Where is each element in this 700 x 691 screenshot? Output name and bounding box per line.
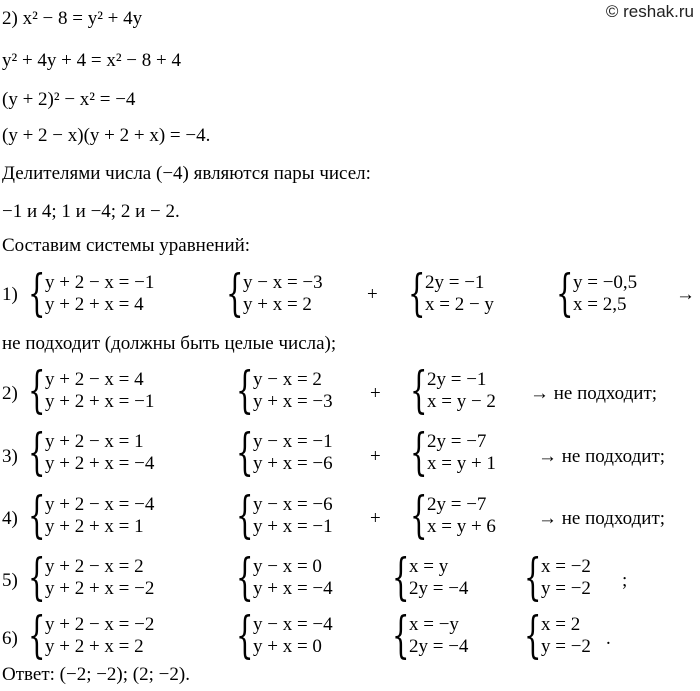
equation-line-1: 2) x² − 8 = y² + 4y xyxy=(2,8,143,29)
not-suitable-note: не подходит (должны быть целые числа); xyxy=(2,333,337,354)
plus-sign: + xyxy=(370,508,381,529)
separator: ; xyxy=(622,570,628,591)
plus-sign: + xyxy=(370,446,381,467)
not-suitable-arrow: → не подходит; xyxy=(530,383,658,404)
divisors-text: Делителями числа (−4) являются пары чисел: xyxy=(2,163,371,184)
answer-line: Ответ: (−2; −2); (2; −2). xyxy=(2,664,190,685)
equation-line-4: (y + 2 − x)(y + 2 + x) = −4. xyxy=(2,125,211,146)
systems-heading: Составим системы уравнений: xyxy=(2,235,251,256)
equation-line-3: (y + 2)² − x² = −4 xyxy=(2,89,136,110)
arrow: → xyxy=(676,284,695,305)
site-watermark: © reshak.ru xyxy=(605,2,694,21)
not-suitable-arrow: → не подходит; xyxy=(538,508,666,529)
case-label: 5) xyxy=(2,570,18,591)
case-label: 1) xyxy=(2,284,18,305)
case-label: 6) xyxy=(2,628,18,649)
equation-line-2: y² + 4y + 4 = x² − 8 + 4 xyxy=(2,50,181,71)
divisor-pairs: −1 и 4; 1 и −4; 2 и − 2. xyxy=(2,201,180,222)
not-suitable-arrow: → не подходит; xyxy=(538,446,666,467)
case-label: 2) xyxy=(2,383,18,404)
plus-sign: + xyxy=(367,284,378,305)
case-label: 4) xyxy=(2,508,18,529)
separator: . xyxy=(606,628,611,649)
plus-sign: + xyxy=(370,383,381,404)
case-label: 3) xyxy=(2,446,18,467)
